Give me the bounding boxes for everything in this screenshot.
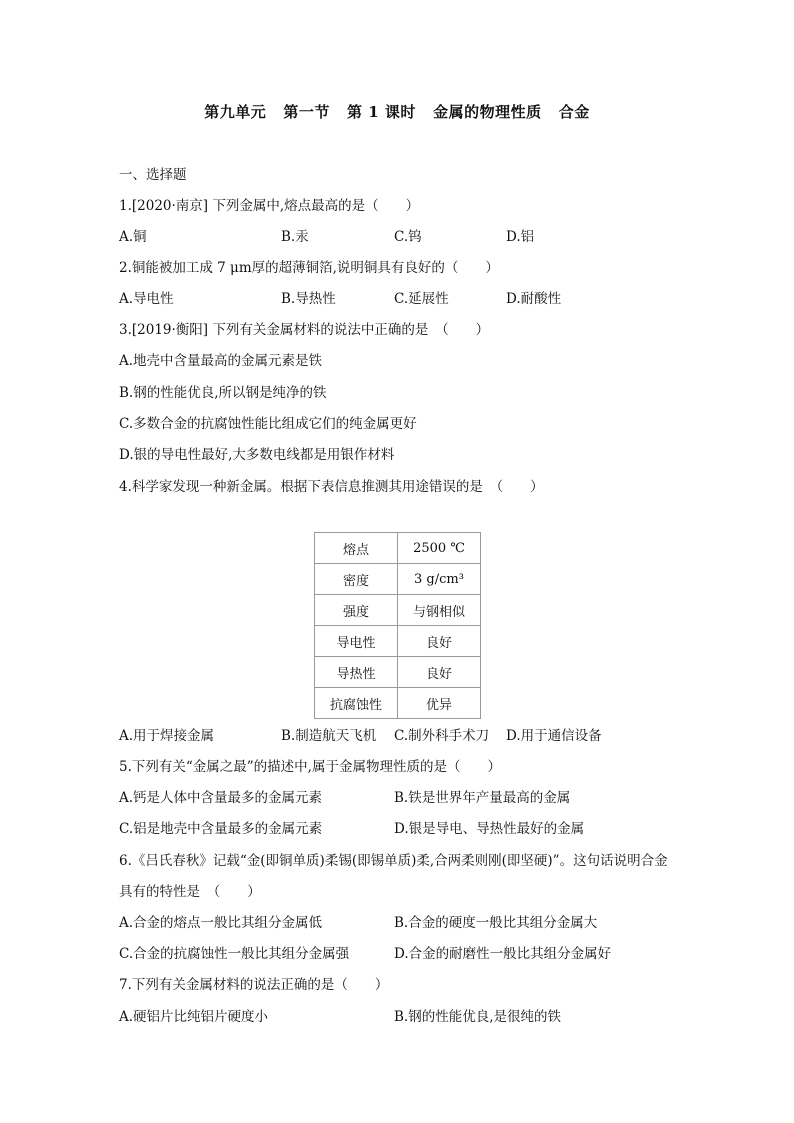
question-7-stem: 7.下列有关金属材料的说法正确的是（ ） [119,977,389,993]
table-cell-value: 2500 ℃ [398,533,481,564]
table-row [315,533,481,564]
q2-option-b: B.导热性 [281,291,336,307]
q4-option-d: D.用于通信设备 [506,728,602,744]
table-row [315,657,481,688]
question-4-stem: 4.科学家发现一种新金属。根据下表信息推测其用途错误的是 （ ） [119,479,544,495]
table-cell-value: 3 g/cm³ [398,564,481,595]
q6-option-b: B.合金的硬度一般比其组分金属大 [394,915,598,931]
q5-option-a: A.钙是人体中含量最多的金属元素 [119,790,323,806]
q4-option-c: C.制外科手术刀 [394,728,490,744]
question-1-stem: 1.[2020·南京] 下列金属中,熔点最高的是（ ） [119,198,420,214]
section-heading: 一、选择题 [119,167,187,183]
q6-option-d: D.合金的耐磨性一般比其组分金属好 [394,946,612,962]
table-cell-key: 密度 [315,564,398,595]
q1-option-d: D.铝 [506,229,535,245]
q6-option-a: A.合金的熔点一般比其组分金属低 [119,915,323,931]
q2-option-d: D.耐酸性 [506,291,562,307]
q4-option-a: A.用于焊接金属 [119,728,215,744]
q2-option-c: C.延展性 [394,291,449,307]
q1-option-c: C.钨 [394,229,422,245]
q1-option-a: A.铜 [119,229,147,245]
q7-option-b: B.钢的性能优良,是很纯的铁 [394,1009,562,1025]
q3-option-d: D.银的导电性最好,大多数电线都是用银作材料 [119,447,395,463]
q5-option-d: D.银是导电、导热性最好的金属 [394,821,585,837]
table-cell-key: 导电性 [315,626,398,657]
question-2-stem: 2.铜能被加工成 7 μm厚的超薄铜箔,说明铜具有良好的（ ） [119,260,499,276]
table-cell-key: 导热性 [315,657,398,688]
table-row [315,626,481,657]
metal-properties-table [314,532,481,719]
table-cell-key: 抗腐蚀性 [315,688,398,719]
q6-option-c: C.合金的抗腐蚀性一般比其组分金属强 [119,946,350,962]
table-cell-key: 熔点 [315,533,398,564]
q5-option-b: B.铁是世界年产量最高的金属 [394,790,571,806]
table-row [315,595,481,626]
q1-option-b: B.汞 [281,229,309,245]
table-cell-key: 强度 [315,595,398,626]
q3-option-a: A.地壳中含量最高的金属元素是铁 [119,353,323,369]
table-cell-value: 良好 [398,626,481,657]
question-6-stem-line-1: 6.《吕氏春秋》记载“金(即铜单质)柔锡(即锡单质)柔,合两柔则刚(即坚硬)”。这句话说明合金 [119,853,668,869]
q7-option-a: A.硬铝片比纯铝片硬度小 [119,1009,269,1025]
table-cell-value: 良好 [398,657,481,688]
page-title: 第九单元 第一节 第 1 课时 金属的物理性质 合金 [204,103,590,121]
table-row [315,688,481,719]
question-6-stem-line-2: 具有的特性是 （ ） [119,884,261,900]
q2-option-a: A.导电性 [119,291,174,307]
table-row [315,564,481,595]
q5-option-c: C.铝是地壳中含量最多的金属元素 [119,821,323,837]
q3-option-b: B.钢的性能优良,所以钢是纯净的铁 [119,385,327,401]
q4-option-b: B.制造航天飞机 [281,728,377,744]
table-cell-value: 与钢相似 [398,595,481,626]
question-3-stem: 3.[2019·衡阳] 下列有关金属材料的说法中正确的是 （ ） [119,322,490,338]
table-cell-value: 优异 [398,688,481,719]
question-5-stem: 5.下列有关“金属之最”的描述中,属于金属物理性质的是（ ） [119,759,501,775]
q3-option-c: C.多数合金的抗腐蚀性能比组成它们的纯金属更好 [119,416,417,432]
